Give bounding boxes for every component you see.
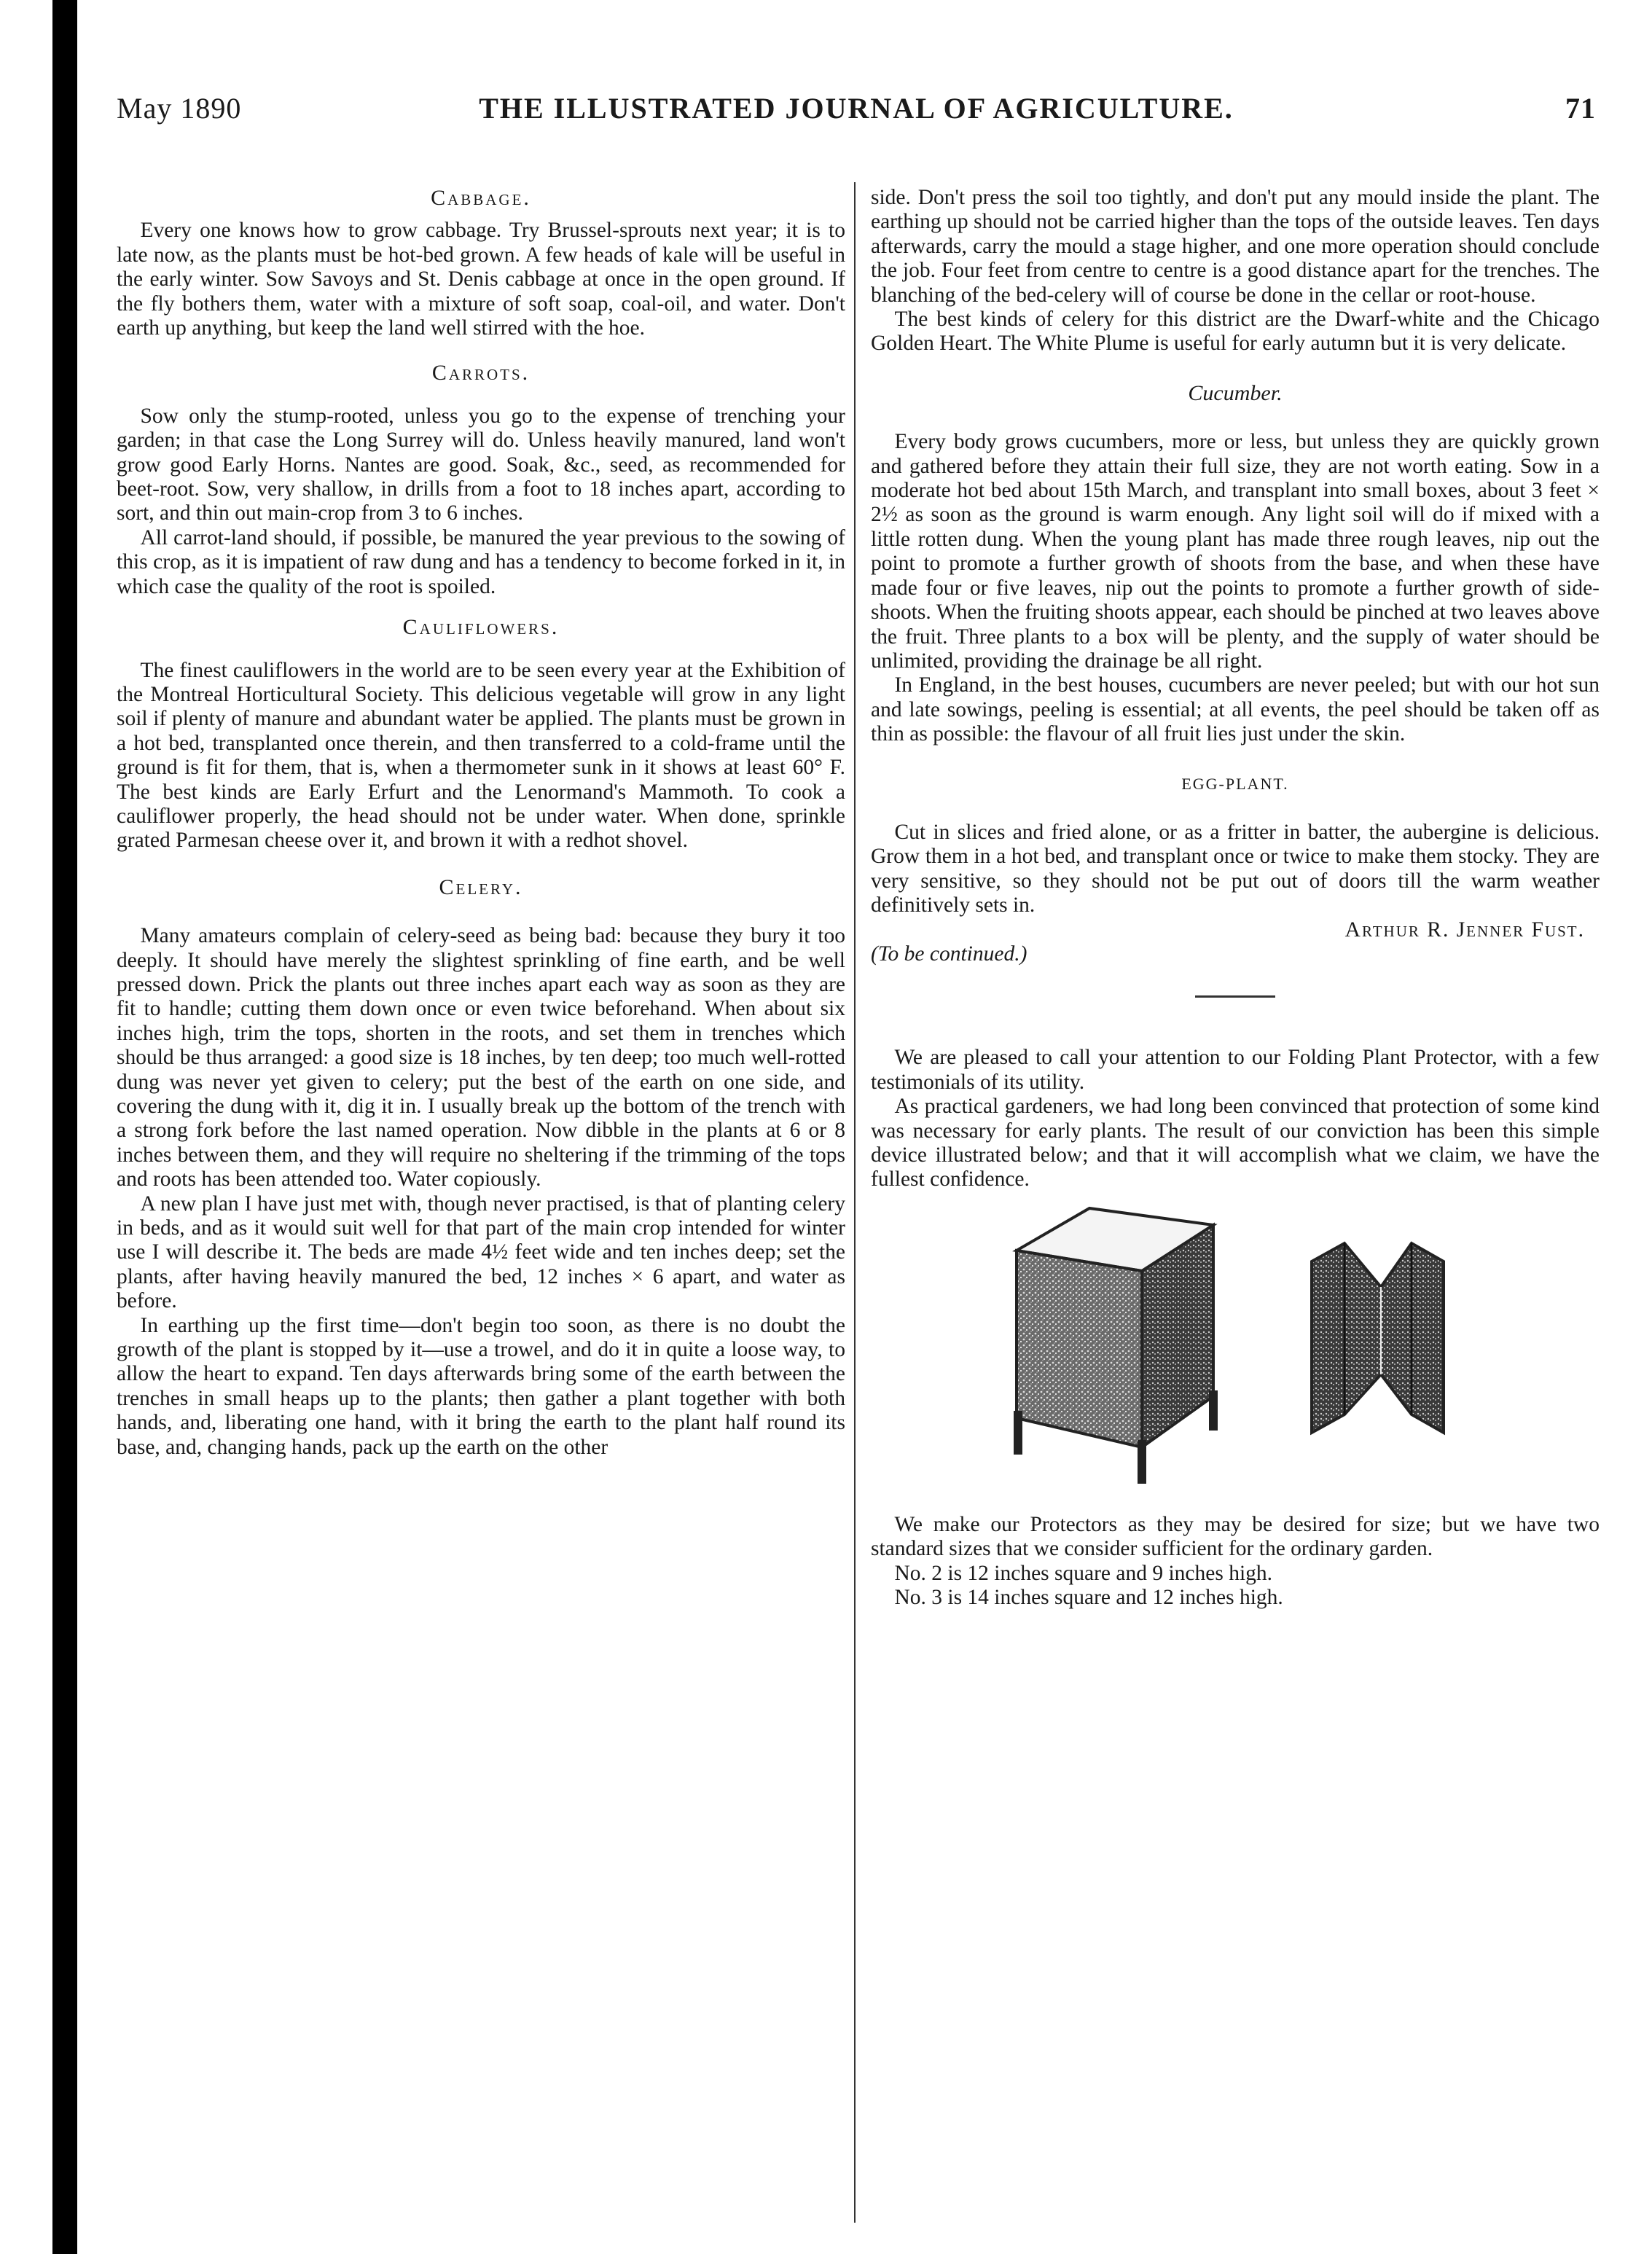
paragraph-celery-5: The best kinds of celery for this district are the Dwarf-white and the Chicago Golden Heart. The White Plume is useful for early autumn but it is very delicate. <box>871 308 1600 356</box>
to-be-continued-note: (To be continued.) <box>871 942 1027 966</box>
paragraph-protector-3: We make our Protectors as they may be desired for size; but we have two standard sizes that we consider sufficient for the ordinary garden. <box>871 1512 1600 1561</box>
paragraph-celery-3: In earthing up the first time—don't begin too soon, as there is no doubt the growth of the plant is stopped by it—use a trowel, and do it in quite a loose way, to allow the heart to expand. Ten days afterwards bring some of the earth between the trenches in small heaps up to the plants; then gather a plant together with both hands, and, liberating one hand, with it bring the earth to the plant half round its base, and, changing hands, pack up the earth on the other <box>117 1313 845 1459</box>
paragraph-carrots-1: Sow only the stump-rooted, unless you go to the expense of trenching your garden; in that case the Long Surrey will do. Unless heavily manured, land won't grow good Early Horns. Nantes are good. Soak, &c., seed, as recommended for beet-root. Sow, very shallow, in drills from a foot to 18 inches apart, according to sort, and thin out main-crop from 3 to 6 inches. <box>117 404 845 525</box>
header-date: May 1890 <box>117 92 242 125</box>
paragraph-celery-2: A new plan I have just met with, though never practised, is that of planting celery in beds, and as it would suit well for that part of the main crop intended for winter use I will describe it. The beds are made 4½ feet wide and ten inches deep; set the plants, after having heavily manured the bed, 12 inches × 6 apart, and water as before. <box>117 1191 845 1313</box>
page-binding-edge <box>52 0 77 2254</box>
heading-cabbage: Cabbage. <box>431 186 531 210</box>
right-column <box>871 186 1600 1610</box>
paragraph-protector-1: We are pleased to call your attention to our Folding Plant Protector, with a few testimonials of its utility. <box>871 1046 1600 1094</box>
heading-egg-plant: EGG-PLANT. <box>1181 774 1289 793</box>
paragraph-egg-plant: Cut in slices and fried alone, or as a fritter in batter, the aubergine is delicious. Grow them in a hot bed, and transplant once or twice to make them stocky. They are very sensitive, so they should not be put out of doors till the warm weather definitively sets in. <box>871 820 1600 917</box>
column-divider <box>854 182 856 2223</box>
heading-celery: Celery. <box>439 874 523 899</box>
plant-protector-illustration <box>871 1192 1600 1513</box>
heading-cauliflowers: Cauliflowers. <box>402 615 560 640</box>
folding-box-icon <box>871 1192 1600 1513</box>
paragraph-celery-4: side. Don't press the soil too tightly, and don't put any mould inside the plant. The earthing up should not be carried higher than the tops of the outside leaves. Ten days afterwards, carry the mould a stage higher, and one more operation should conclude the job. Four feet from centre to centre is a good distance apart for the trenches. The blanching of the bed-celery will of course be done in the cellar or root-house. <box>871 186 1600 307</box>
paragraph-cucumber-1: Every body grows cucumbers, more or less, but unless they are quickly grown and gathered before they attain their full size, they are not worth eating. Sow in a moderate hot bed about 15th March, and transplant into small boxes, about 3 feet × 2½ as soon as the ground is warm enough. Any light soil will do if mixed with a little rotten dung. When the young plant has made three rough leaves, nip out the point to promote a further growth of shoots from the base, and when these have made four or five leaves, nip out the points to promote a further growth of side-shoots. When the fruiting shoots appear, each should be pinched at two leaves above the fruit. Three plants to a box will be plenty, and the supply of water should be unlimited, providing the drainage be all right. <box>871 430 1600 673</box>
running-header <box>117 91 1596 135</box>
page-number: 71 <box>1565 92 1596 125</box>
paragraph-cabbage: Every one knows how to grow cabbage. Try Brussel-sprouts next year; it is to late now, as the plants must be hot-bed grown. A few heads of kale will be useful in the early winter. Sow Savoys and St. Denis cabbage at once in the open ground. If the fly bothers them, water with a mixture of soft soap, coal-oil, and water. Don't earth up anything, but keep the land well stirred with the hoe. <box>117 219 845 340</box>
journal-title: THE ILLUSTRATED JOURNAL OF AGRICULTURE. <box>479 92 1234 125</box>
paragraph-cauliflowers: The finest cauliflowers in the world are to be seen every year at the Exhibition of the Montreal Horticultural Society. This delicious vegetable will grow in any light soil if plenty of manure and abundant water be applied. The plants must be grown in a hot bed, transplanted once therein, and then transferred to a cold-frame until the ground is fit for them, that is, when a thermometer sunk in it shows at least 60° F. The best kinds are Early Erfurt and the Lenormand's Mammoth. To cook a cauliflower properly, the head should not be under water. When done, sprinkle grated Parmesan cheese over it, and brown it with a redhot shovel. <box>117 658 845 853</box>
paragraph-protector-2: As practical gardeners, we had long been convinced that protection of some kind was necessary for early plants. The result of our conviction has been this simple device illustrated below; and that it will accomplish what we claim, we have the fullest confidence. <box>871 1095 1600 1191</box>
protector-size-no2: No. 2 is 12 inches square and 9 inches high. <box>894 1561 1273 1585</box>
paragraph-cucumber-2: In England, in the best houses, cucumbers are never peeled; but with our hot sun and late sowings, peeling is essential; at all events, the peel should be taken off as thin as possible: the flavour of all fruit lies just under the skin. <box>871 673 1600 746</box>
heading-cucumber: Cucumber. <box>1188 380 1283 405</box>
paragraph-carrots-2: All carrot-land should, if possible, be manured the year previous to the sowing of this crop, as it is impatient of raw dung and has a tendency to become forked in it, in which case the quality of the root is spoiled. <box>117 525 845 598</box>
protector-size-no3: No. 3 is 14 inches square and 12 inches high. <box>894 1586 1283 1610</box>
paragraph-celery-1: Many amateurs complain of celery-seed as being bad: because they bury it too deeply. It should have merely the slightest sprinkling of fine earth, and be well pressed down. Prick the plants out three inches apart each way as soon as they are fit to handle; cutting them down once or even twice beforehand. When about six inches high, trim the tops, shorten in the roots, and set them in trenches which should be thus arranged: a good size is 18 inches, by ten deep; too much well-rotted dung was never yet given to celery; put the best of the earth on one side, and covering the dung with it, dig it in. I usually break up the bottom of the trench with a strong fork before the last named operation. Now dibble in the plants at 6 or 8 inches between them, and they will require no sheltering if the trimming of the tops and roots has been attended too. Water copiously. <box>117 924 845 1191</box>
author-signature: Arthur R. Jenner Fust. <box>1344 917 1585 942</box>
left-column <box>117 186 845 1460</box>
heading-carrots: Carrots. <box>431 361 531 386</box>
